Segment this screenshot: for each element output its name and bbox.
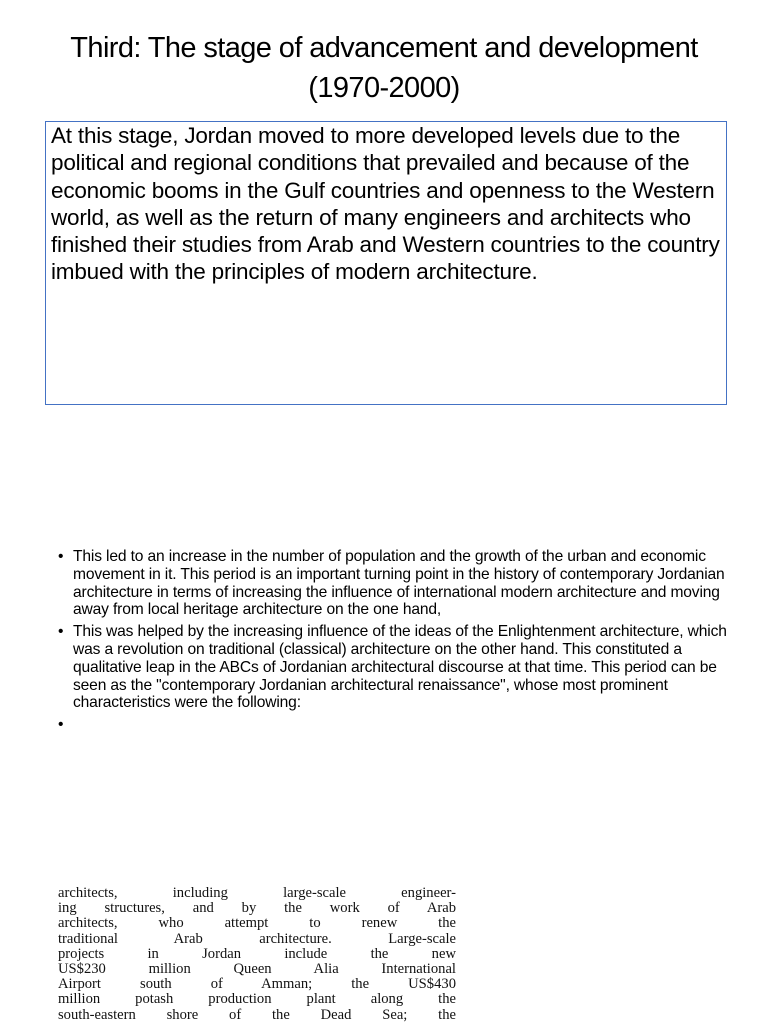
scan-line: projects in Jordan include the new <box>58 945 456 962</box>
scan-line: ing structures, and by the work of Arab <box>58 900 456 917</box>
scan-line: million potash production plant along the <box>58 991 456 1008</box>
scan-line: US$230 million Queen Alia International <box>58 961 456 978</box>
scan-line: architects, who attempt to renew the <box>58 915 456 932</box>
scan-line: Airport south of Amman; the US$430 <box>58 976 456 993</box>
scanned-text-excerpt <box>58 886 456 1024</box>
bullet-item: • This was helped by the increasing influence of the ideas of the Enlightenment architecture, which was a revolution on traditional (classical) architecture on the other hand. This constituted a qualitative leap in the ABCs of Jordanian architectural discourse at that time. This period can be seen as the "contemporary Jordanian architectural renaissance", whose most prominent characteristics were the following: <box>58 623 728 712</box>
intro-text-box <box>45 121 727 405</box>
bullet-item-empty <box>58 716 728 734</box>
slide-title: Third: The stage of advancement and development (1970-2000) <box>70 32 698 104</box>
scan-line: traditional Arab architecture. Large-scale <box>58 930 456 947</box>
intro-paragraph: At this stage, Jordan moved to more developed levels due to the political and regional conditions that prevailed and because of the economic booms in the Gulf countries and openness to the Western world, as well as the return of many engineers and architects who finished their studies from Arab and Western countries to the country imbued with the principles of modern architecture. <box>51 123 720 285</box>
bullet-list <box>58 548 728 738</box>
scan-line: architects, including large-scale engineer- <box>58 886 456 901</box>
scan-line: south-eastern shore of the Dead Sea; the <box>58 1006 456 1023</box>
bullet-item: • This led to an increase in the number of population and the growth of the urban and economic movement in it. This period is an important turning point in the history of contemporary Jordanian architecture in terms of increasing the influence of international modern architecture and moving away from local heritage architecture on the one hand, <box>58 548 728 619</box>
